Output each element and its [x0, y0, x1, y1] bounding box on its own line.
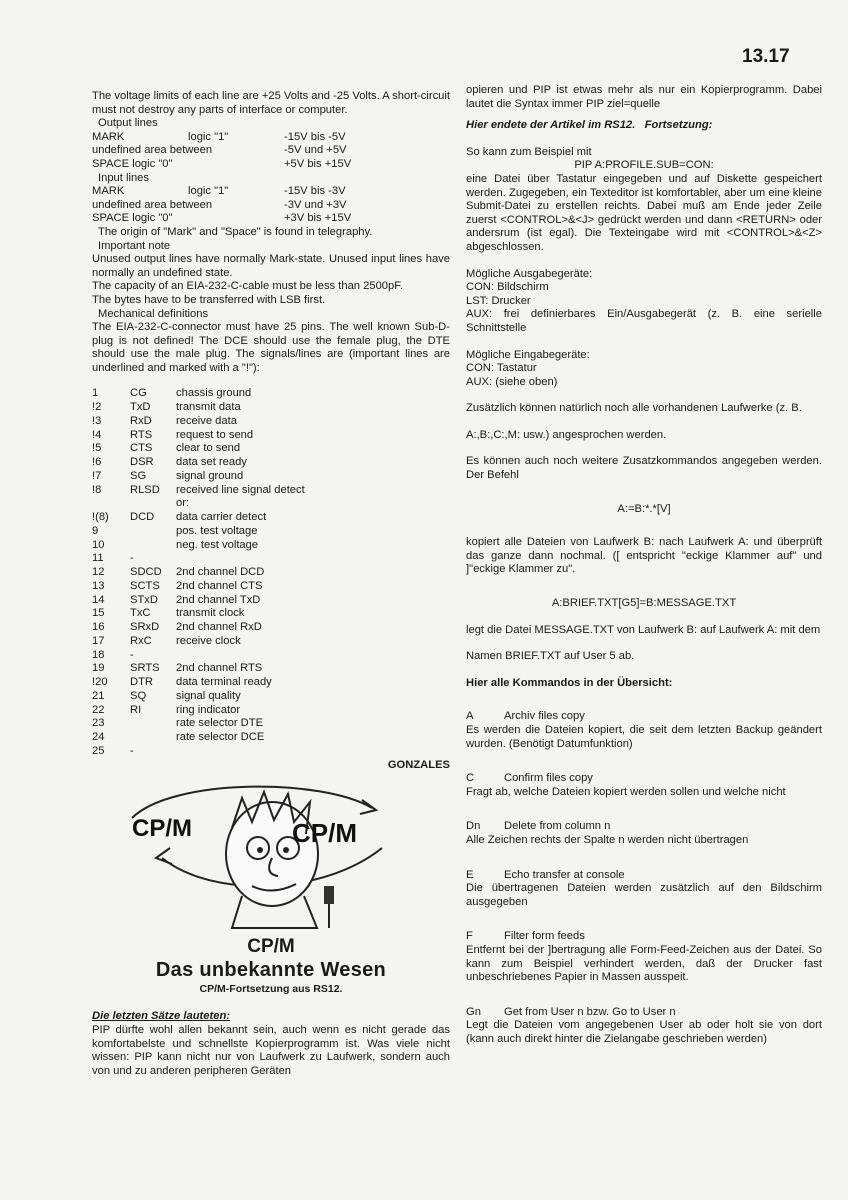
- pin-signal: RI: [130, 703, 142, 716]
- command-entry: [466, 820, 822, 847]
- input-row: undefined area between -3V und +3V: [92, 198, 347, 211]
- command-example-1-text: kopiert alle Dateien von Laufwerk B: nach Laufwerk A: und überprüft das ganze dann nochmal. ([ entspricht "eckige Klammer auf" und ]"eckige Klammer zu".: [466, 536, 822, 576]
- last-sentences-heading: Die letzten Sätze lauteten:: [92, 1010, 231, 1023]
- article-continuation: Hier endete der Artikel im RS12. Fortsetzung:: [466, 119, 713, 132]
- pin-description: receive data: [176, 414, 237, 427]
- pin-number: 24: [92, 731, 105, 744]
- pin-number: !20: [92, 676, 108, 689]
- command-key: E: [466, 868, 474, 881]
- command-title: Confirm files copy: [504, 772, 593, 785]
- pin-number: 9: [92, 524, 99, 537]
- pin-row: [92, 442, 450, 456]
- pin-signal: SG: [130, 469, 147, 482]
- pin-number: 21: [92, 689, 105, 702]
- pin-signal: -: [130, 648, 134, 661]
- pin-row: [92, 456, 450, 470]
- left-column: [92, 90, 450, 1078]
- mechanical-heading: Mechanical definitions: [98, 307, 209, 320]
- pin-signal: -: [130, 552, 134, 565]
- mechanical-text: The EIA-232-C-connector must have 25 pins. The well known Sub-D-plug is not defined! The DCE should use the female plug, the DTE should use the male plug. The signals/lines are (important lines are underlined and marked with a "!"):: [92, 321, 450, 374]
- pin-description: or:: [176, 497, 190, 510]
- pin-signal: SRTS: [130, 662, 160, 675]
- example-command: PIP A:PROFILE.SUB=CON:: [574, 159, 714, 172]
- pin-number: 25: [92, 744, 105, 757]
- pin-row: [92, 511, 450, 525]
- pin-signal: STxD: [130, 593, 158, 606]
- input-device: AUX: (siehe oben): [466, 375, 558, 388]
- pin-description: 2nd channel RTS: [176, 662, 263, 675]
- cartoon-subtitle: CP/M-Fortsetzung aus RS12.: [199, 983, 343, 996]
- bytes-text: The bytes have to be transferred with LSB first.: [92, 293, 326, 306]
- pin-signal: [130, 731, 176, 745]
- example-intro: So kann zum Beispiel mit: [466, 145, 592, 158]
- pin-description: pos. test voltage: [176, 524, 258, 537]
- pin-signal: CTS: [130, 442, 153, 455]
- pin-row: [92, 594, 450, 608]
- pip-intro: opieren und PIP ist etwas mehr als nur ein Kopierprogramm. Dabei lautet die Syntax immer PIP ziel=quelle: [466, 84, 822, 110]
- output-row: SPACE logic "0" +5V bis +15V: [92, 157, 352, 170]
- command-title: Echo transfer at console: [504, 868, 625, 881]
- pin-row: [92, 429, 450, 443]
- command-example-2-text-2: Namen BRIEF.TXT auf User 5 ab.: [466, 650, 635, 663]
- pin-row: [92, 717, 450, 731]
- input-row: MARK logic "1" -15V bis -3V: [92, 185, 346, 198]
- pin-signal: RxD: [130, 414, 152, 427]
- command-entry: [466, 869, 822, 910]
- pin-description: data set ready: [176, 456, 247, 469]
- command-example-2: A:BRIEF.TXT[G5]=B:MESSAGE.TXT: [551, 597, 737, 610]
- command-entry: [466, 930, 822, 984]
- input-devices-heading: Mögliche Eingabegeräte:: [466, 348, 590, 361]
- important-heading: Important note: [98, 239, 171, 252]
- pin-description: 2nd channel DCD: [176, 566, 265, 579]
- pin-description: chassis ground: [176, 387, 252, 400]
- command-description: Legt die Dateien vom angegebenen User ab oder holt sie von dort (kann auch direkt hinter die Zielangabe geschrieben werden): [466, 1019, 822, 1045]
- pin-signal: DTR: [130, 676, 153, 689]
- capacity-text: The capacity of an EIA-232-C-cable must be less than 2500pF.: [92, 280, 403, 293]
- pin-description: transmit clock: [176, 607, 245, 620]
- pin-number: 10: [92, 538, 105, 551]
- page-number: 13.17: [742, 46, 790, 67]
- output-devices-heading: Mögliche Ausgabegeräte:: [466, 267, 593, 280]
- command-title: Archiv files copy: [504, 710, 585, 723]
- command-example-2-text: legt die Datei MESSAGE.TXT von Laufwerk B: auf Laufwerk A: mit dem: [466, 623, 821, 636]
- pin-number: 19: [92, 662, 105, 675]
- pin-row: [92, 745, 450, 759]
- output-heading: Output lines: [98, 117, 158, 130]
- pin-description: data carrier detect: [176, 511, 267, 524]
- pin-signal: SRxD: [130, 621, 160, 634]
- example-text: eine Datei über Tastatur eingegeben und auf Diskette gespeichert werden. Zugegeben, ein Texteditor ist komfortabler, aber um eine kleine Submit-Datei zu erstellen reichts. Dabei muß am Ende jeder Zeile zuerst <CONTROL>&<J> gedrückt werden und dann <RETURN> oder andersrum (ist egal). Die Texteingabe wird mit <CONTROL>&<Z> abgeschlossen.: [466, 172, 822, 253]
- pin-row: [92, 484, 450, 498]
- pin-row: [92, 635, 450, 649]
- pin-row: [92, 676, 450, 690]
- pin-row: [92, 415, 450, 429]
- pin-number: 14: [92, 593, 105, 606]
- pin-description: signal ground: [176, 469, 244, 482]
- pin-description: transmit data: [176, 401, 241, 414]
- pin-row: [92, 401, 450, 415]
- command-description: Fragt ab, welche Dateien kopiert werden sollen und welche nicht: [466, 785, 786, 798]
- pin-description: neg. test voltage: [176, 538, 259, 551]
- cartoon-illustration: [92, 778, 450, 936]
- pin-number: 23: [92, 717, 105, 730]
- pin-row: [92, 580, 450, 594]
- pin-row: [92, 497, 450, 511]
- pin-row: [92, 607, 450, 621]
- pin-description: signal quality: [176, 689, 241, 702]
- pin-number: 1: [92, 387, 99, 400]
- pin-signal: TxC: [130, 607, 151, 620]
- pin-signal: RTS: [130, 428, 153, 441]
- command-key: C: [466, 772, 475, 785]
- drives-text-2: A:,B:,C:,M: usw.) angesprochen werden.: [466, 428, 667, 441]
- output-device: CON: Bildschirm: [466, 281, 549, 294]
- pin-row: [92, 621, 450, 635]
- pin-number: 11: [92, 552, 104, 565]
- pin-signal: SCTS: [130, 579, 160, 592]
- extra-commands-text: Es können auch noch weitere Zusatzkommandos angegeben werden. Der Befehl: [466, 455, 822, 482]
- intro-text: The voltage limits of each line are +25 Volts and -25 Volts. A short-circuit must not destroy any parts of interface or computer.: [92, 90, 450, 116]
- pin-number: 12: [92, 566, 105, 579]
- last-sentences-text: PIP dürfte wohl allen bekannt sein, auch wenn es nicht gerade das komfortabelste und schnellste Kopierprogramm ist. Was viele nicht wissen: PIP kann nicht nur von Laufwerk zu Laufwerk, sondern auch von und zu anderen peripheren Geräten: [92, 1023, 450, 1077]
- pin-number: !2: [92, 401, 102, 414]
- command-description: Entfernt bei der ]bertragung alle Form-Feed-Zeichen aus der Datei. So kann zum Beispiel verhindert werden, daß der Drucker fast unbeschriebenes Papier in Massen ausspeit.: [466, 943, 822, 984]
- pin-description: receive clock: [176, 634, 241, 647]
- output-row: MARK logic "1" -15V bis -5V: [92, 130, 346, 143]
- pin-number: !7: [92, 469, 102, 482]
- input-heading: Input lines: [98, 171, 149, 184]
- pin-signal: DSR: [130, 456, 154, 469]
- pin-row: [92, 649, 450, 663]
- command-entry: [466, 772, 822, 799]
- pin-description: 2nd channel CTS: [176, 579, 263, 592]
- pin-signal: RLSD: [130, 483, 160, 496]
- command-key: A: [466, 710, 474, 723]
- pin-number: !5: [92, 442, 102, 455]
- pin-number: 15: [92, 607, 105, 620]
- pin-row: [92, 662, 450, 676]
- pin-description: 2nd channel TxD: [176, 593, 261, 606]
- pin-description: request to send: [176, 428, 254, 441]
- pin-signal: RxC: [130, 634, 152, 647]
- command-entry: [466, 710, 822, 751]
- cartoon-cpm-right: CP/M: [292, 818, 357, 849]
- pin-row: [92, 387, 450, 401]
- cartoon-title: Das unbekannte Wesen: [155, 959, 387, 982]
- overview-heading: Hier alle Kommandos in der Übersicht:: [466, 676, 673, 689]
- output-device: LST: Drucker: [466, 294, 531, 307]
- pin-signal: SDCD: [130, 566, 162, 579]
- command-key: Dn: [466, 820, 481, 833]
- input-table: [92, 185, 450, 226]
- pin-row: [92, 470, 450, 484]
- important-text: Unused output lines have normally Mark-state. Unused input lines have normally an undefined state.: [92, 253, 450, 279]
- pin-row: [92, 552, 450, 566]
- pin-description: 2nd channel RxD: [176, 621, 262, 634]
- pin-description: ring indicator: [176, 703, 241, 716]
- origin-text: The origin of "Mark" and "Space" is found in telegraphy.: [98, 225, 373, 238]
- pin-number: !6: [92, 456, 102, 469]
- command-description: Die übertragenen Dateien werden zusätzlich auf den Bildschirm ausgegeben: [466, 882, 822, 908]
- command-key: Gn: [466, 1005, 481, 1018]
- pin-signal: TxD: [130, 401, 151, 414]
- pin-row: [92, 704, 450, 718]
- right-column: [466, 84, 822, 1047]
- pin-signal: SQ: [130, 689, 147, 702]
- pin-description: data terminal ready: [176, 676, 272, 689]
- pin-signal: -: [130, 744, 134, 757]
- pin-number: !8: [92, 483, 102, 496]
- output-device-aux: AUX: frei definierbares Ein/Ausgabegerät (z. B. eine serielle Schnittstelle: [466, 308, 822, 334]
- pin-signal: [130, 539, 176, 553]
- pin-number: [92, 497, 130, 511]
- pin-description: clear to send: [176, 442, 241, 455]
- pin-row: [92, 690, 450, 704]
- pin-number: !(8): [92, 511, 109, 524]
- command-description: Alle Zeichen rechts der Spalte n werden nicht übertragen: [466, 833, 749, 846]
- author: GONZALES: [387, 758, 450, 771]
- pin-table: [92, 387, 450, 758]
- command-entry: [466, 1006, 822, 1047]
- pin-number: !4: [92, 428, 102, 441]
- pin-row: [92, 566, 450, 580]
- output-table: [92, 131, 450, 172]
- command-example-1: A:=B:*.*[V]: [617, 502, 671, 515]
- pin-signal: [130, 717, 176, 731]
- command-key: F: [466, 930, 473, 943]
- command-title: Filter form feeds: [504, 930, 585, 943]
- command-title: Delete from column n: [504, 820, 611, 833]
- pin-number: 18: [92, 648, 105, 661]
- command-title: Get from User n bzw. Go to User n: [504, 1005, 676, 1018]
- pin-number: 17: [92, 634, 105, 647]
- pin-description: rate selector DTE: [176, 717, 264, 730]
- output-row: undefined area between -5V und +5V: [92, 144, 347, 157]
- pin-description: received line signal detect: [176, 483, 305, 496]
- pin-signal: DCD: [130, 511, 155, 524]
- pin-row: [92, 525, 450, 539]
- pin-row: [92, 539, 450, 553]
- pin-signal: CG: [130, 387, 147, 400]
- pin-number: 16: [92, 621, 105, 634]
- input-device: CON: Tastatur: [466, 362, 537, 375]
- pin-row: [92, 731, 450, 745]
- pin-description: rate selector DCE: [176, 731, 265, 744]
- pin-signal: [130, 525, 176, 539]
- pin-number: !3: [92, 414, 102, 427]
- pin-number: 22: [92, 703, 105, 716]
- drives-text: Zusätzlich können natürlich noch alle vorhandenen Laufwerke (z. B.: [466, 402, 802, 415]
- cartoon-cpm-bottom: CP/M: [247, 936, 295, 958]
- command-list: [466, 710, 822, 1046]
- cartoon-cpm-left: CP/M: [132, 815, 192, 843]
- cartoon-figure: [92, 778, 450, 936]
- pin-signal: [130, 497, 176, 511]
- pin-number: 13: [92, 579, 105, 592]
- command-description: Es werden die Dateien kopiert, die seit dem letzten Backup geändert wurden. (Benötigt Datumfunktion): [466, 724, 822, 750]
- input-row: SPACE logic "0" +3V bis +15V: [92, 212, 352, 225]
